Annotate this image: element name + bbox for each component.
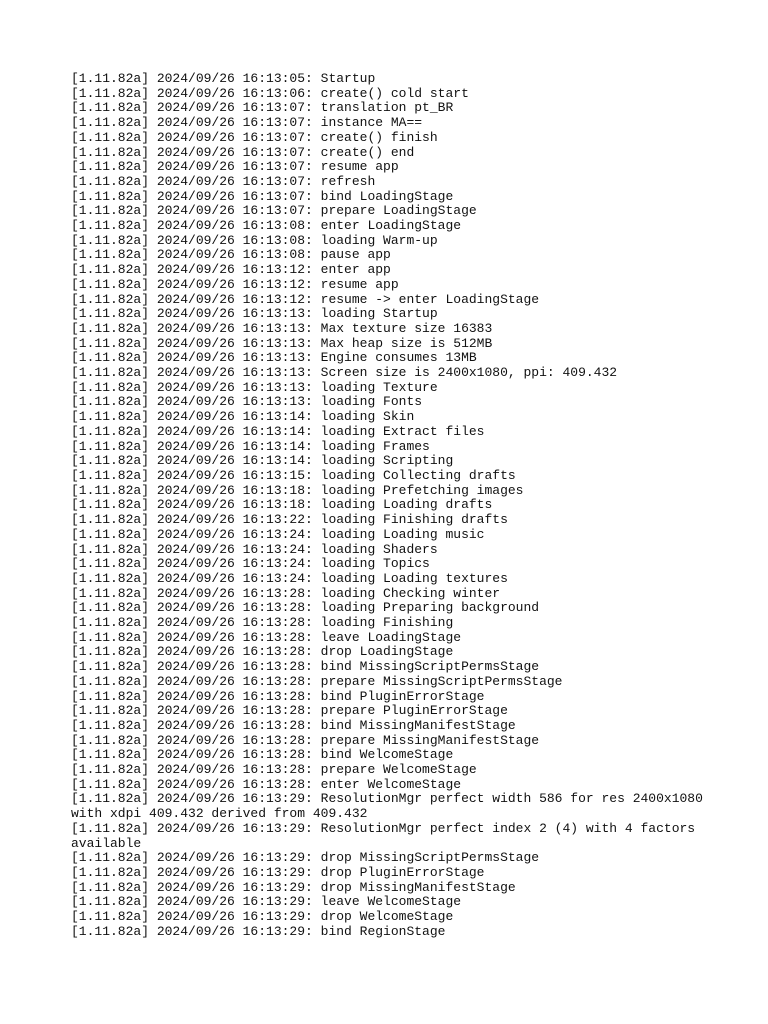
log-line: [1.11.82a] 2024/09/26 16:13:29: drop MissingManifestStage xyxy=(71,879,516,895)
log-line: [1.11.82a] 2024/09/26 16:13:28: bind WelcomeStage xyxy=(71,747,454,763)
log-line: [1.11.82a] 2024/09/26 16:13:28: bind MissingManifestStage xyxy=(71,717,516,733)
log-line: [1.11.82a] 2024/09/26 16:13:08: pause app xyxy=(71,247,391,263)
log-line: [1.11.82a] 2024/09/26 16:13:29: leave WelcomeStage xyxy=(71,894,462,910)
log-line: [1.11.82a] 2024/09/26 16:13:24: loading Shaders xyxy=(71,541,438,557)
log-line: [1.11.82a] 2024/09/26 16:13:05: Startup xyxy=(71,71,376,86)
log-line: [1.11.82a] 2024/09/26 16:13:29: drop MissingScriptPermsStage xyxy=(71,850,540,866)
log-line: [1.11.82a] 2024/09/26 16:13:12: enter app xyxy=(71,262,391,278)
log-line: [1.11.82a] 2024/09/26 16:13:13: Max heap size is 512MB xyxy=(71,335,493,351)
log-line: [1.11.82a] 2024/09/26 16:13:12: resume -> enter LoadingStage xyxy=(71,291,540,307)
log-line: [1.11.82a] 2024/09/26 16:13:29: drop WelcomeStage xyxy=(71,909,454,925)
log-line: [1.11.82a] 2024/09/26 16:13:13: loading Texture xyxy=(71,379,438,395)
log-line: [1.11.82a] 2024/09/26 16:13:28: loading Finishing xyxy=(71,615,454,631)
log-line: [1.11.82a] 2024/09/26 16:13:29: ResolutionMgr perfect index 2 (4) with 4 factors available xyxy=(71,820,703,851)
log-line: [1.11.82a] 2024/09/26 16:13:14: loading Skin xyxy=(71,409,415,425)
log-line: [1.11.82a] 2024/09/26 16:13:29: drop PluginErrorStage xyxy=(71,864,485,880)
log-line: [1.11.82a] 2024/09/26 16:13:07: refresh xyxy=(71,173,376,189)
log-line: [1.11.82a] 2024/09/26 16:13:24: loading Topics xyxy=(71,556,430,572)
log-line: [1.11.82a] 2024/09/26 16:13:08: loading Warm-up xyxy=(71,232,438,248)
log-line: [1.11.82a] 2024/09/26 16:13:07: create() finish xyxy=(71,129,438,145)
log-line: [1.11.82a] 2024/09/26 16:13:14: loading Scripting xyxy=(71,453,454,469)
log-line: [1.11.82a] 2024/09/26 16:13:28: drop LoadingStage xyxy=(71,644,454,660)
log-line: [1.11.82a] 2024/09/26 16:13:28: loading Checking winter xyxy=(71,585,501,601)
log-line: [1.11.82a] 2024/09/26 16:13:14: loading Frames xyxy=(71,438,430,454)
log-line: [1.11.82a] 2024/09/26 16:13:28: loading Preparing background xyxy=(71,600,540,616)
log-line: [1.11.82a] 2024/09/26 16:13:13: Max texture size 16383 xyxy=(71,320,493,336)
log-line: [1.11.82a] 2024/09/26 16:13:28: prepare PluginErrorStage xyxy=(71,703,508,719)
log-line: [1.11.82a] 2024/09/26 16:13:29: bind RegionStage xyxy=(71,923,446,939)
log-line: [1.11.82a] 2024/09/26 16:13:29: ResolutionMgr perfect width 586 for res 2400x1080 with xdpi 409.432 derived from 409.432 xyxy=(71,791,711,822)
log-line: [1.11.82a] 2024/09/26 16:13:12: resume app xyxy=(71,276,399,292)
log-line: [1.11.82a] 2024/09/26 16:13:14: loading Extract files xyxy=(71,423,485,439)
log-line: [1.11.82a] 2024/09/26 16:13:28: prepare WelcomeStage xyxy=(71,762,477,778)
log-line: [1.11.82a] 2024/09/26 16:13:24: loading Loading music xyxy=(71,526,485,542)
log-line: [1.11.82a] 2024/09/26 16:13:13: loading Fonts xyxy=(71,394,423,410)
log-line: [1.11.82a] 2024/09/26 16:13:13: Screen size is 2400x1080, ppi: 409.432 xyxy=(71,365,618,381)
log-line: [1.11.82a] 2024/09/26 16:13:13: loading Startup xyxy=(71,306,438,322)
log-line: [1.11.82a] 2024/09/26 16:13:18: loading Loading drafts xyxy=(71,497,493,513)
log-line: [1.11.82a] 2024/09/26 16:13:07: prepare LoadingStage xyxy=(71,203,477,219)
log-line: [1.11.82a] 2024/09/26 16:13:18: loading Prefetching images xyxy=(71,482,524,498)
log-line: [1.11.82a] 2024/09/26 16:13:24: loading Loading textures xyxy=(71,570,508,586)
log-line: [1.11.82a] 2024/09/26 16:13:07: bind LoadingStage xyxy=(71,188,454,204)
log-line: [1.11.82a] 2024/09/26 16:13:15: loading Collecting drafts xyxy=(71,467,516,483)
log-line: [1.11.82a] 2024/09/26 16:13:22: loading Finishing drafts xyxy=(71,512,508,528)
log-line: [1.11.82a] 2024/09/26 16:13:06: create() cold start xyxy=(71,85,469,101)
log-line: [1.11.82a] 2024/09/26 16:13:07: create() end xyxy=(71,144,415,160)
log-line: [1.11.82a] 2024/09/26 16:13:28: leave LoadingStage xyxy=(71,629,462,645)
log-output xyxy=(71,72,711,939)
log-line: [1.11.82a] 2024/09/26 16:13:28: bind MissingScriptPermsStage xyxy=(71,659,540,675)
log-line: [1.11.82a] 2024/09/26 16:13:07: translation pt_BR xyxy=(71,100,454,116)
log-line: [1.11.82a] 2024/09/26 16:13:28: enter WelcomeStage xyxy=(71,776,462,792)
log-line: [1.11.82a] 2024/09/26 16:13:28: bind PluginErrorStage xyxy=(71,688,485,704)
log-line: [1.11.82a] 2024/09/26 16:13:07: resume app xyxy=(71,159,399,175)
log-line: [1.11.82a] 2024/09/26 16:13:07: instance MA== xyxy=(71,115,423,131)
log-line: [1.11.82a] 2024/09/26 16:13:13: Engine consumes 13MB xyxy=(71,350,477,366)
log-line: [1.11.82a] 2024/09/26 16:13:28: prepare MissingScriptPermsStage xyxy=(71,673,563,689)
log-line: [1.11.82a] 2024/09/26 16:13:28: prepare MissingManifestStage xyxy=(71,732,540,748)
log-line: [1.11.82a] 2024/09/26 16:13:08: enter LoadingStage xyxy=(71,218,462,234)
